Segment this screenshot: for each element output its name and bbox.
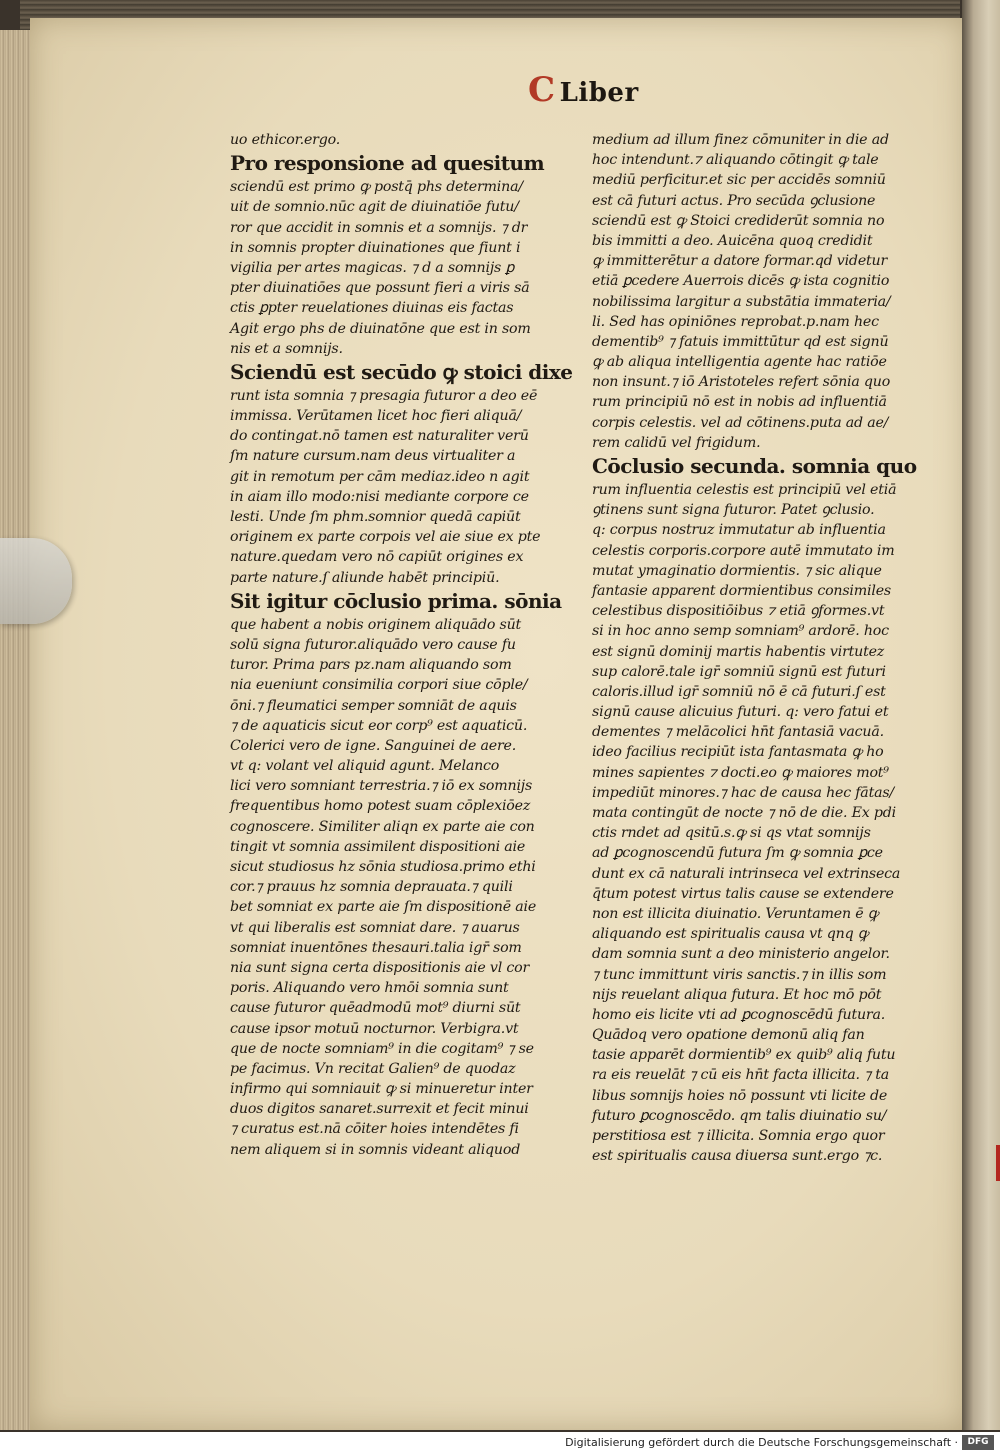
right-column-line: ra eis reuelāt ⁊ cū eis hn̄t facta illicita. ⁊ ta <box>592 1067 890 1084</box>
right-column-line: corpis celestis. vel ad cōtinens.puta ad ae/ <box>592 414 889 431</box>
right-column-line: bis immitti a deo. Auicēna quoq credidit <box>592 232 873 249</box>
left-column-heading: Sciendū est secūdo ꝙ stoici dixe <box>230 359 573 384</box>
right-column-line: dunt ex cā naturali intrinseca vel extrinseca <box>592 865 901 882</box>
right-column-line: hoc intendunt.⁊ aliquando cōtingit ꝙ tale <box>592 152 879 169</box>
right-column-line: ꝙ ab aliqua intelligentia agente hac ratiōe <box>592 354 887 371</box>
left-column-line: ſm nature cursum.nam deus virtualiter a <box>230 448 516 465</box>
right-column-line: medium ad illum finez cōmuniter in die ad <box>592 132 889 148</box>
left-column-line: vt q: volant vel aliquid agunt. Melanco <box>230 758 500 775</box>
right-column-line: dementes ⁊ melācolici hn̄t fantasiā vacuā. <box>592 724 884 741</box>
left-column-line: cause futuror quēadmodū mot⁹ diurni sūt <box>230 1000 521 1017</box>
funding-credit: Digitalisierung gefördert durch die Deutsche Forschungsgemeinschaft · <box>565 1436 958 1449</box>
running-header <box>528 70 639 110</box>
left-column-line: git in remotum per cām mediaz.ideo n agit <box>230 468 530 485</box>
left-column-line: que habent a nobis originem aliquādo sūt <box>230 616 522 633</box>
rubric-initial: C <box>528 70 556 110</box>
footer-bar <box>0 1432 1000 1454</box>
right-column-line: nijs reuelant aliqua futura. Et hoc mō pōt <box>592 986 882 1003</box>
right-column-line: mata contingūt de nocte ⁊ nō de die. Ex pdi <box>592 805 896 821</box>
left-column-line: solū signa futuror.aliquādo vero cause fu <box>230 636 516 653</box>
left-column-line: bet somniat ex parte aie ſm dispositionē aie <box>230 899 537 916</box>
left-column-line: Colerici vero de igne. Sanguinei de aere. <box>230 737 517 754</box>
left-column-line: do contingat.nō tamen est naturaliter verū <box>230 428 529 445</box>
left-column-line: uo ethicor.ergo. <box>230 132 341 148</box>
right-column-line: dementib⁹ ⁊ fatuis immittūtur qd est signū <box>592 333 889 350</box>
right-column-line: est cā futuri actus. Pro secūda ꝯclusione <box>592 192 876 209</box>
left-column-line: lici vero somniant terrestria.⁊ iō ex somnijs <box>230 778 533 795</box>
left-column-line: ⁊ curatus est.nā cōiter hoies intendētes fi <box>230 1121 519 1138</box>
left-column-line: infirmo qui somniauit ꝙ si minueretur inter <box>230 1081 533 1098</box>
right-column-line: caloris.illud igr̄ somniū nō ē cā futuri.ſ est <box>592 683 886 700</box>
right-column-line: rem calidū vel frigidum. <box>592 434 761 451</box>
left-column-heading: Pro responsione ad quesitum <box>230 151 545 176</box>
left-column-line: nem aliquem si in somnis videant aliquod <box>230 1141 521 1158</box>
left-column-heading: Sit igitur cōclusio prima. sōnia <box>230 588 562 613</box>
right-column-line: libus somnijs hoies nō possunt vti licite de <box>592 1087 888 1104</box>
right-column-line: Quādoq vero opatione demonū aliq fan <box>592 1027 865 1044</box>
left-column-line: tingit vt somnia assimilent dispositioni aie <box>230 838 526 855</box>
right-column-line: non insunt.⁊ iō Aristoteles refert sōnia quo <box>592 374 891 391</box>
left-column-line: cause ipsor motuū nocturnor. Verbigra.vt <box>230 1020 519 1037</box>
left-column-line: originem ex parte corpois vel aie siue ex pte <box>230 529 541 546</box>
right-column-line: est spiritualis causa diuersa sunt.ergo ⁊c. <box>592 1148 883 1165</box>
book-right-edge <box>962 0 1000 1430</box>
right-column-line: fantasie apparent dormientibus consimiles <box>592 582 891 599</box>
right-column-line: ad ꝑcognoscendū futura ſm ꝙ somnia ꝑce <box>592 845 883 862</box>
left-column-line: somniat inuentōnes thesauri.talia igr̄ som <box>230 939 522 956</box>
left-column-line: ōni.⁊ fleumatici semper somniāt de aquis <box>230 697 517 714</box>
left-column-line: ⁊ de aquaticis sicut eor corp⁹ est aquaticū. <box>230 717 528 734</box>
left-column-line: in somnis propter diuinationes que fiunt i <box>230 239 521 256</box>
right-column-line: ⁊ tunc immittunt viris sanctis.⁊ in illis som <box>592 966 887 983</box>
page-clip <box>0 538 72 624</box>
right-text-column <box>592 130 917 1166</box>
left-column-line: sicut studiosus hz sōnia studiosa.primo ethi <box>230 859 536 875</box>
right-column-line: li. Sed has opiniōnes reprobat.p.nam hec <box>592 313 879 330</box>
right-column-line: ctis rndet ad qsitū.s.ꝙ si qs vtat somnijs <box>592 825 871 842</box>
right-column-line: rum principiū nō est in nobis ad influentiā <box>592 394 887 411</box>
left-column-line: poris. Aliquando vero hmōi somnia sunt <box>230 980 509 997</box>
left-column-line: nature.quedam vero nō capiūt origines ex <box>230 549 524 566</box>
dfg-logo: DFG <box>962 1435 994 1450</box>
right-column-line: impediūt minores.⁊ hac de causa hec fātas/ <box>592 784 894 801</box>
left-column-line: nia sunt signa certa dispositionis aie vl cor <box>230 959 530 976</box>
left-column-line: nia eueniunt consimilia corpori siue cōple/ <box>230 677 528 694</box>
left-column-line: parte nature.ſ aliunde habēt principiū. <box>230 569 500 586</box>
right-column-line: aliquando est spiritualis causa vt qnq ꝙ <box>592 926 869 943</box>
right-column-line: celestis corporis.corpore autē immutato im <box>592 542 895 559</box>
right-column-line: dam somnia sunt a deo ministerio angelor. <box>592 946 890 963</box>
right-column-line: signū cause alicuius futuri. q: vero fatui et <box>592 704 889 721</box>
right-column-line: ideo facilius recipiūt ista fantasmata ꝙ ho <box>592 744 884 761</box>
right-column-line: celestibus dispositiōibus ⁊ etiā ꝯformes.vt <box>592 603 885 620</box>
right-column-line: nobilissima largitur a substātia immateria/ <box>592 293 891 310</box>
right-column-line: q̄tum potest virtus talis cause se extendere <box>592 885 894 902</box>
right-column-line: est signū dominij martis habentis virtutez <box>592 643 885 660</box>
left-text-column <box>230 130 580 1160</box>
left-column-line: duos digitos sanaret.surrexit et fecit minui <box>230 1101 529 1118</box>
right-column-line: perstitiosa est ⁊ illicita. Somnia ergo quor <box>592 1128 885 1144</box>
header-word: Liber <box>559 78 639 108</box>
right-column-line: mutat ymaginatio dormientis. ⁊ sic alique <box>592 562 882 579</box>
left-column-line: cognoscere. Similiter aliqn ex parte aie con <box>230 818 535 835</box>
left-column-line: vigilia per artes magicas. ⁊ d a somnijs ꝑ <box>230 259 515 276</box>
left-column-line: immissa. Verūtamen licet hoc fieri aliquā/ <box>230 408 522 425</box>
right-column-line: ꝙ immitterētur a datore formar.qd videtur <box>592 253 888 270</box>
left-column-line: frequentibus homo potest suam cōplexiōez <box>230 798 531 815</box>
right-column-line: ꝯtinens sunt signa futuror. Patet ꝯclusio. <box>592 502 875 519</box>
right-column-line: q: corpus nostruz immutatur ab influentia <box>592 522 886 539</box>
right-column-line: si in hoc anno semp somniam⁹ ardorē. hoc <box>592 623 889 640</box>
right-column-heading: Cōclusio secunda. somnia quo <box>592 454 917 478</box>
left-column-line: ror que accidit in somnis et a somnijs. ⁊ dr <box>230 219 528 236</box>
left-column-line: cor.⁊ prauus hz somnia deprauata.⁊ quili <box>230 879 513 896</box>
left-column-line: nis et a somnijs. <box>230 340 343 357</box>
bookmark-tab <box>996 1145 1000 1181</box>
right-column-line: non est illicita diuinatio. Veruntamen ē ꝙ <box>592 905 879 922</box>
right-column-line: etiā ꝑcedere Auerrois dicēs ꝙ ista cognitio <box>592 273 890 290</box>
right-column-line: sciendū est ꝙ Stoici crediderūt somnia no <box>592 212 885 229</box>
left-column-line: uit de somnio.nūc agit de diuinatiōe futu/ <box>230 199 519 216</box>
right-column-line: mediū perficitur.et sic per accidēs somniū <box>592 172 886 189</box>
left-column-line: que de nocte somniam⁹ in die cogitam⁹ ⁊ se <box>230 1040 534 1057</box>
right-column-line: mines sapientes ⁊ docti.eo ꝙ maiores mot⁹ <box>592 764 889 781</box>
left-column-line: runt ista somnia ⁊ presagia futuror a deo eē <box>230 387 538 404</box>
left-column-line: pter diuinatiōes que possunt fieri a viris sā <box>230 280 530 297</box>
right-column-line: futuro ꝑcognoscēdo. qm talis diuinatio su/ <box>592 1107 887 1124</box>
left-column-line: in aiam illo modo:nisi mediante corpore ce <box>230 488 529 505</box>
left-column-line: lesti. Unde ſm phm.somnior quedā capiūt <box>230 509 521 525</box>
left-column-line: turor. Prima pars pz.nam aliquando som <box>230 657 512 674</box>
left-column-line: pe facimus. Vn recitat Galien⁹ de quodaz <box>230 1060 516 1077</box>
left-column-line: Agit ergo phs de diuinatōne que est in som <box>230 320 531 337</box>
left-column-line: vt qui liberalis est somniat dare. ⁊ auarus <box>230 919 520 936</box>
left-column-line: ctis ꝑpter reuelationes diuinas eis factas <box>230 300 514 317</box>
left-column-line: sciendū est primo ꝙ postq̄ phs determina/ <box>230 179 523 196</box>
right-column-line: homo eis licite vti ad ꝑcognoscēdū futura. <box>592 1006 886 1023</box>
right-column-line: tasie apparēt dormientib⁹ ex quib⁹ aliq futu <box>592 1047 896 1064</box>
right-column-line: rum influentia celestis est principiū vel etiā <box>592 482 897 498</box>
right-column-line: sup calorē.tale igr̄ somniū signū est futuri <box>592 663 886 680</box>
